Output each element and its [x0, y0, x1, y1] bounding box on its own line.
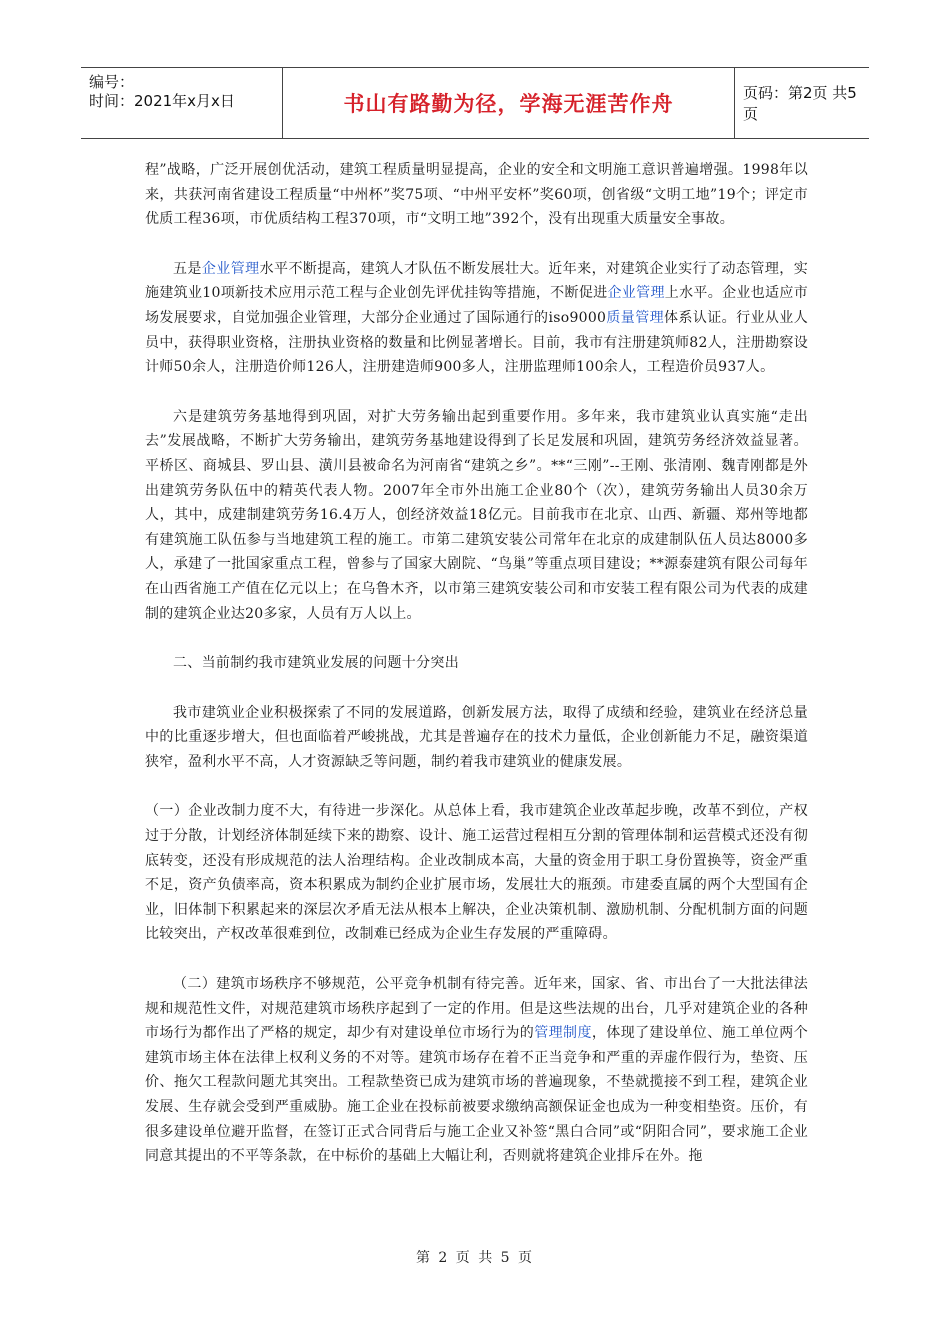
- paragraph-6: （一）企业改制力度不大，有待进一步深化。从总体上看，我市建筑企业改革起步晚，改革不到位，产权过于分散，计划经济体制延续下来的勘察、设计、施工运营过程相互分割的管理体制和运营模式还没有彻底转变，还没有形成规范的法人治理结构。企业改制成本高，大量的资金用于职工身份置换等，资金严重不足，资产负债率高，资本积累成为制约企业扩展市场，发展壮大的瓶颈。市建委直属的两个大型国有企业，旧体制下积累起来的深层次矛盾无法从根本上解决，企业决策机制、激励机制、分配机制方面的问题比较突出，产权改革很难到位，改制难已经成为企业生存发展的严重障碍。: [145, 803, 808, 943]
- paragraph-5: 我市建筑业企业积极探索了不同的发展道路，创新发展方法，取得了成绩和经验，建筑业在经济总量中的比重逐步增大，但也面临着严峻挑战，尤其是普遍存在的技术力量低，企业创新能力不足，融资渠道狭窄，盈利水平不高，人才资源缺乏等问题，制约着我市建筑业的健康发展。: [145, 704, 808, 770]
- page-footer: 第 2 页 共 5 页: [415, 1250, 535, 1266]
- paragraph-text: 体系认证。行业从业人员中，获得职业资格，注册执业资格的数量和比例显著增长。目前，我市有注册建筑师82人，注册勘察设计师50余人，注册造价师126人，注册建造师900多人，注册监理师100余人，工程造价员937人。: [145, 309, 809, 376]
- paragraph-1: 程”战略，广泛开展创优活动，建筑工程质量明显提高，企业的安全和文明施工意识普遍增强。1998年以来，共获河南省建设工程质量“中州杯”奖75项、“中州平安杯”奖60项，创省级“文明工地”19个；评定市优质工程36项，市优质结构工程370项，市“文明工地”392个，没有出现重大质量安全事故。: [145, 162, 808, 228]
- section-heading: 二、当前制约我市建筑业发展的问题十分突出: [173, 655, 459, 672]
- page-header: [81, 67, 869, 139]
- header-motto: 书山有路勤为径，学海无涯苦作舟: [283, 68, 735, 138]
- paragraph-3: 六是建筑劳务基地得到巩固，对扩大劳务输出起到重要作用。多年来，我市建筑业认真实施“走出去”发展战略，不断扩大劳务输出，建筑劳务基地建设得到了长足发展和巩固，建筑劳务经济效益显著。平桥区、商城县、罗山县、潢川县被命名为河南省“建筑之乡”。**“三刚”--王刚、张清刚、魏青刚都是外出建筑劳务队伍中的精英代表人物。2007年全市外出施工企业80个（次），建筑劳务输出人员30余万人，其中，成建制建筑劳务16.4万人，创经济效益18亿元。目前我市在北京、山西、新疆、郑州等地都有建筑施工队伍参与当地建筑工程的施工。市第二建筑安装公司常年在北京的成建制队伍人员达8000多人，承建了一批国家重点工程，曾参与了国家大剧院、“鸟巢”等重点项目建设；**源泰建筑有限公司每年在山西省施工产值在亿元以上；在乌鲁木齐，以市第三建筑安装公司和市安装工程有限公司为代表的成建制的建筑企业达20多家，人员有万人以上。: [145, 408, 808, 622]
- link-enterprise-management-2[interactable]: 企业管理: [607, 285, 665, 302]
- paragraph-text: 五是: [173, 260, 202, 277]
- link-enterprise-management[interactable]: 企业管理: [201, 260, 260, 277]
- link-management-system[interactable]: 管理制度: [534, 1025, 592, 1042]
- header-page-label: 页码：第2页 共5页: [743, 84, 857, 123]
- paragraph-text: ，体现了建设单位、施工单位两个建筑市场主体在法律上权利义务的不对等。建筑市场存在着不正当竞争和严重的弄虚作假行为，垫资、压价、拖欠工程款问题尤其突出。工程款垫资已成为建筑市场的普遍现象，不垫就揽接不到工程，建筑企业发展、生存就会受到严重威胁。施工企业在投标前被要求缴纳高额保证金也成为一种变相垫资。压价，有很多建设单位避开监督，在签订正式合同背后与施工企业又补签“黑白合同”或“阴阳合同”，要求施工企业同意其提出的不平等条款，在中标价的基础上大幅让利，否则就将建筑企业排斥在外。拖: [145, 1025, 809, 1165]
- header-info-cell: [81, 68, 283, 138]
- document-time-label: 时间：2021年x月x日: [89, 92, 235, 110]
- paragraph-text: （二）建筑市场秩序不够规范，公平竞争机制有待完善。近年来，国家、省、市出台了一大批法律法规和规范性文件，对规范建筑市场秩序起到了一定的作用。但是这些法规的出台，几乎对建筑企业的各种市场行为都作出了严格的规定，却少有对建设单位市场行为的: [145, 976, 808, 1042]
- document-number-label: 编号：: [89, 73, 135, 91]
- paragraph-2: [145, 257, 808, 380]
- link-quality-management[interactable]: 质量管理: [606, 309, 665, 326]
- paragraph-text: 水平不断提高，建筑人才队伍不断发展壮大。近年来，对建筑企业实行了动态管理，实施建筑业10项新技术应用示范工程与企业创先评优挂钩等措施，不断促进: [145, 260, 808, 302]
- paragraph-7: [145, 972, 808, 1169]
- document-body: [145, 158, 808, 1194]
- paragraph-text: 上水平。企业也适应市场发展要求，自觉加强企业管理，大部分企业通过了国际通行的iso9000: [145, 285, 808, 326]
